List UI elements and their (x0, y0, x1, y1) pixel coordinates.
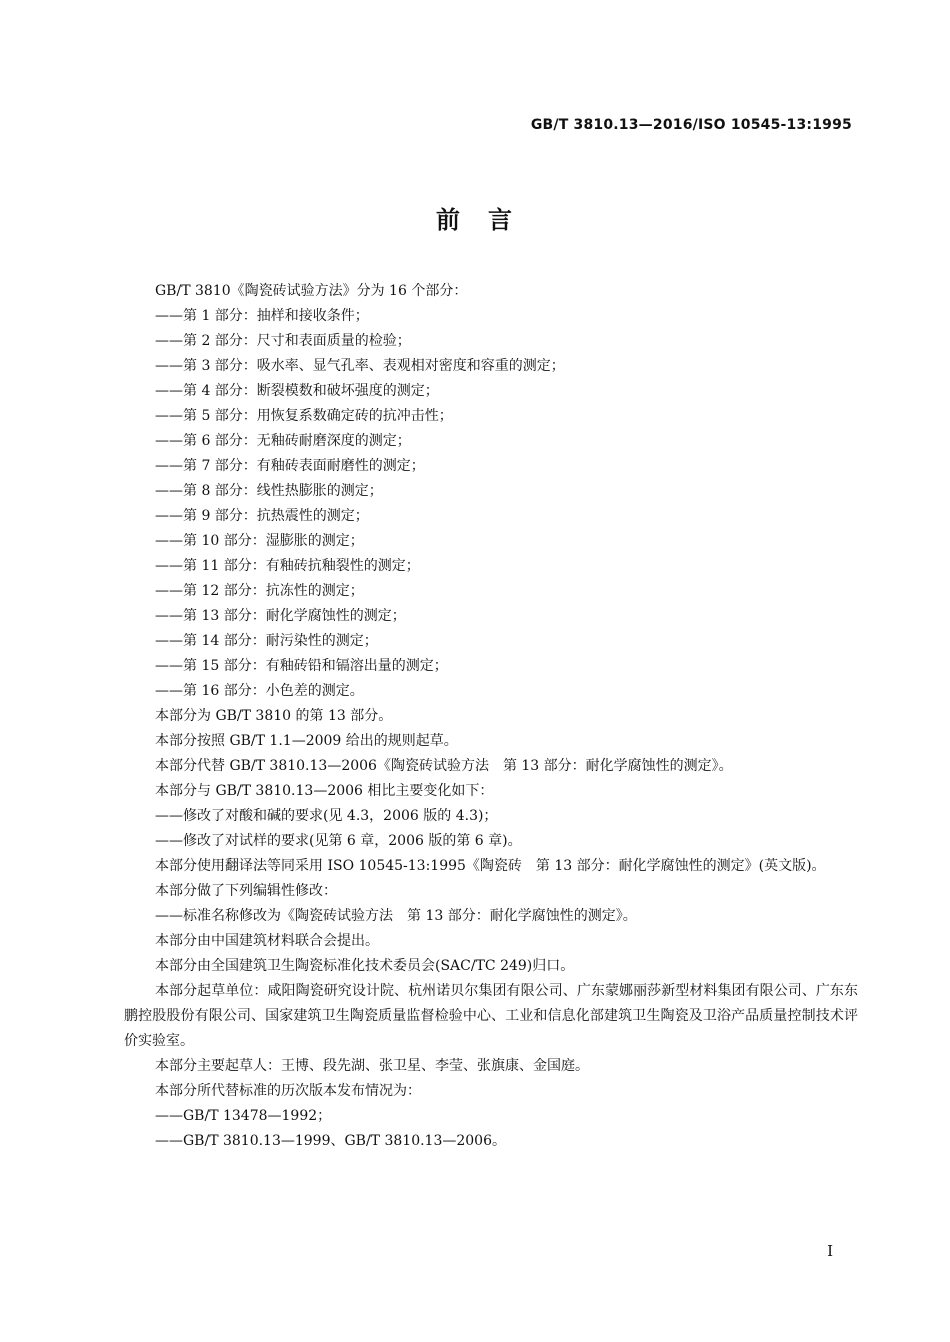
text-line: 本部分所代替标准的历次版本发布情况为： (155, 1083, 421, 1099)
text-line: ——第 10 部分：湿膨胀的测定； (155, 533, 364, 549)
text-line: ——第 13 部分：耐化学腐蚀性的测定； (155, 608, 406, 624)
text-line: ——第 5 部分：用恢复系数确定砖的抗冲击性； (155, 408, 453, 424)
foreword-body (124, 279, 858, 1154)
drafting-units-paragraph: 本部分起草单位：咸阳陶瓷研究设计院、杭州诺贝尔集团有限公司、广东蒙娜丽莎新型材料集团有限公司、广东东鹏控股股份有限公司、国家建筑卫生陶瓷质量监督检验中心、工业和信息化部建筑卫生陶瓷及卫浴产品质量控制技术评价实验室。 (124, 983, 858, 1049)
text-line: ——第 2 部分：尺寸和表面质量的检验； (155, 333, 411, 349)
text-line: 本部分为 GB/T 3810 的第 13 部分。 (155, 708, 393, 724)
text-line: ——GB/T 3810.13—1999、GB/T 3810.13—2006。 (155, 1133, 506, 1149)
text-line: GB/T 3810《陶瓷砖试验方法》分为 16 个部分： (155, 283, 468, 299)
text-line: 本部分按照 GB/T 1.1—2009 给出的规则起草。 (155, 733, 458, 749)
text-line: 本部分主要起草人：王博、段先湖、张卫星、李莹、张旗康、金国庭。 (155, 1058, 589, 1074)
text-line: 本部分代替 GB/T 3810.13—2006《陶瓷砖试验方法 第 13 部分：耐化学腐蚀性的测定》。 (155, 758, 733, 774)
text-line: ——修改了对试样的要求(见第 6 章，2006 版的第 6 章)。 (155, 833, 522, 849)
text-line: ——第 1 部分：抽样和接收条件； (155, 308, 369, 324)
standard-number-header: GB/T 3810.13—2016/ISO 10545-13:1995 (530, 117, 852, 133)
text-line: ——GB/T 13478—1992； (155, 1108, 332, 1124)
page-number: I (827, 1242, 833, 1260)
text-line: 本部分与 GB/T 3810.13—2006 相比主要变化如下： (155, 783, 494, 799)
text-line: ——第 14 部分：耐污染性的测定； (155, 633, 378, 649)
text-line: ——第 9 部分：抗热震性的测定； (155, 508, 369, 524)
text-line: ——第 7 部分：有釉砖表面耐磨性的测定； (155, 458, 425, 474)
text-line: ——第 11 部分：有釉砖抗釉裂性的测定； (155, 558, 420, 574)
text-line: 本部分由全国建筑卫生陶瓷标准化技术委员会(SAC/TC 249)归口。 (155, 958, 575, 974)
text-line: ——修改了对酸和碱的要求(见 4.3，2006 版的 4.3)； (155, 808, 498, 824)
text-line: ——第 16 部分：小色差的测定。 (155, 683, 364, 699)
text-line: ——标准名称修改为《陶瓷砖试验方法 第 13 部分：耐化学腐蚀性的测定》。 (155, 908, 637, 924)
text-line: ——第 8 部分：线性热膨胀的测定； (155, 483, 383, 499)
text-line: ——第 12 部分：抗冻性的测定； (155, 583, 364, 599)
text-line: ——第 15 部分：有釉砖铅和镉溶出量的测定； (155, 658, 448, 674)
text-line: 本部分做了下列编辑性修改： (155, 883, 337, 899)
text-line: 本部分由中国建筑材料联合会提出。 (155, 933, 379, 949)
page-title: 前 言 (436, 206, 514, 234)
text-line: ——第 4 部分：断裂模数和破坏强度的测定； (155, 383, 439, 399)
text-line: ——第 6 部分：无釉砖耐磨深度的测定； (155, 433, 411, 449)
text-line: ——第 3 部分：吸水率、显气孔率、表观相对密度和容重的测定； (155, 358, 565, 374)
iso-adoption-paragraph: 本部分使用翻译法等同采用 ISO 10545-13:1995《陶瓷砖 第 13 部分：耐化学腐蚀性的测定》(英文版)。 (155, 858, 826, 874)
